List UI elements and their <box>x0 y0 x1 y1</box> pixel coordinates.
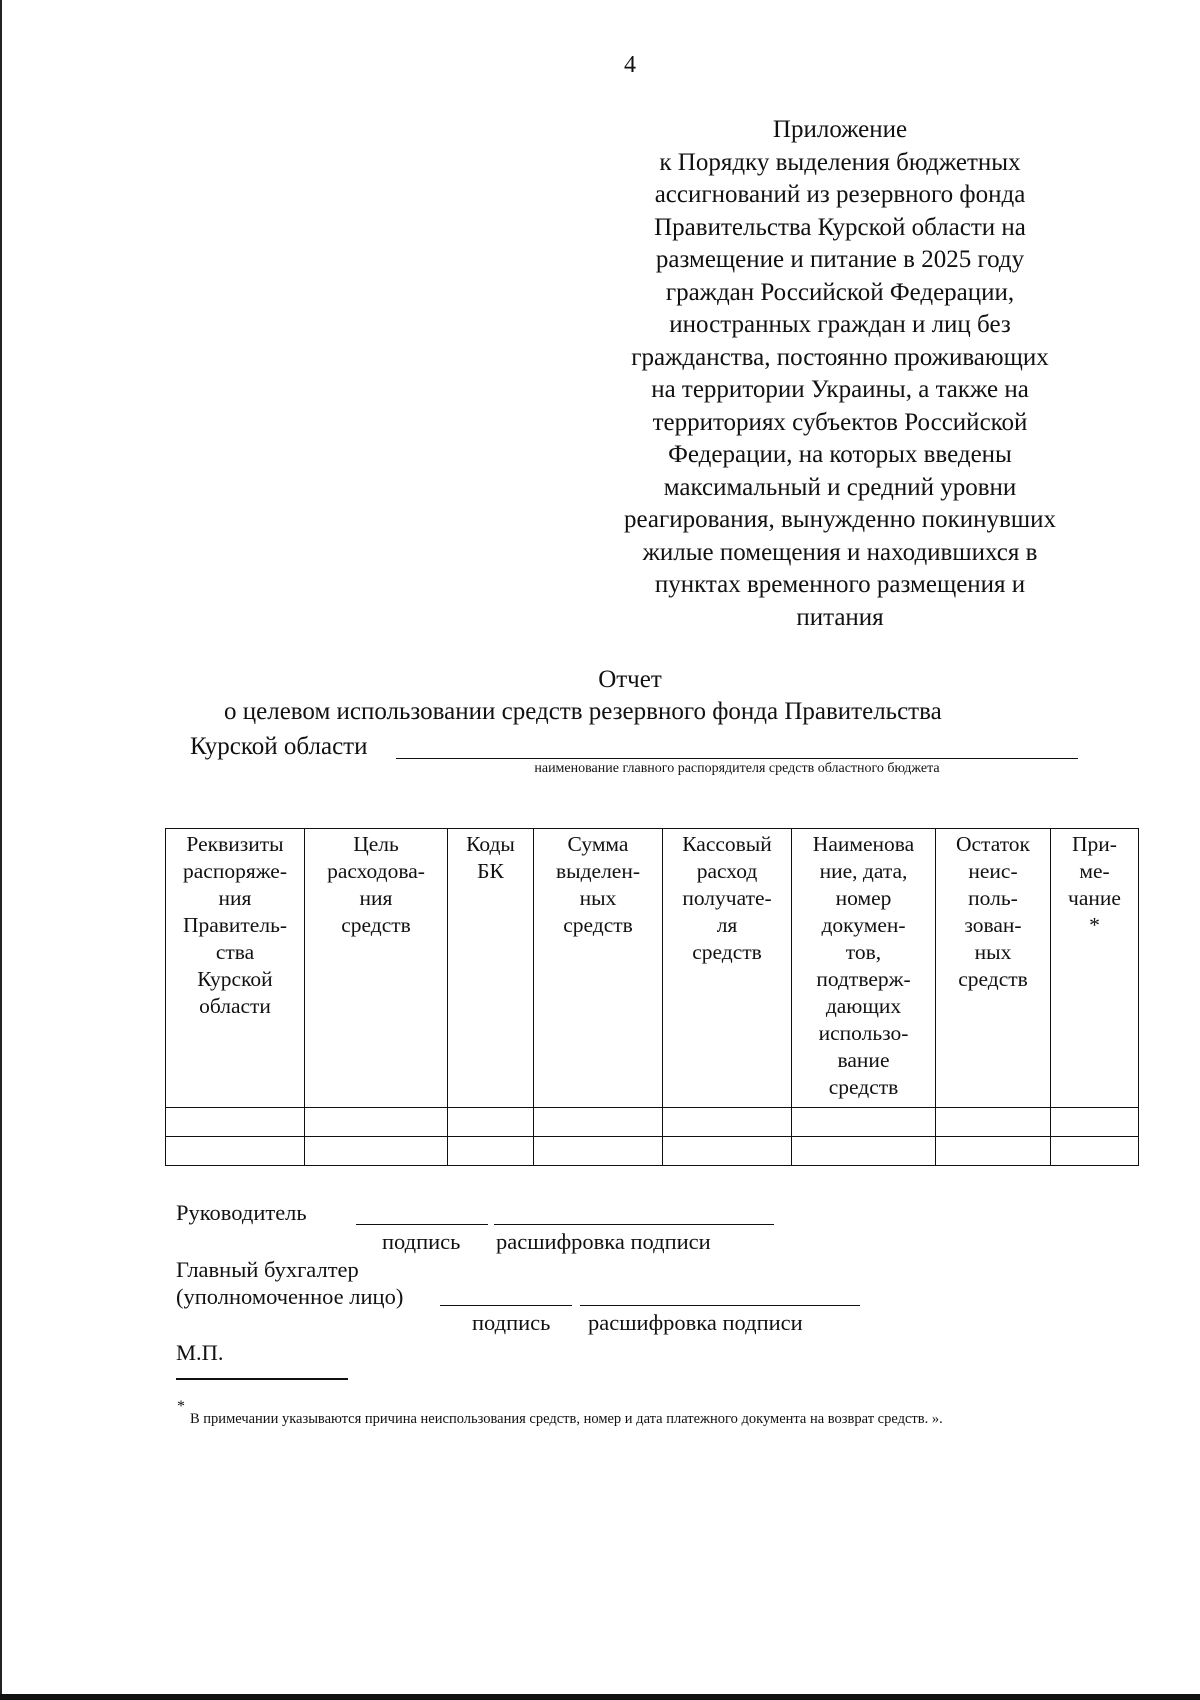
appendix-line: территориях субъектов Российской <box>652 408 1028 436</box>
appendix-line: пунктах временного размещения и <box>654 571 1026 598</box>
head-signature-caption: подпись <box>382 1229 461 1254</box>
accountant-decoding-caption: расшифровка подписи <box>588 1310 803 1335</box>
appendix-line: жилые помещения и находившихся в <box>642 538 1038 566</box>
accountant-decoding-line[interactable] <box>580 1305 860 1306</box>
appendix-line: Правительства Курской области на <box>654 213 1026 241</box>
header-unused-balance: Остаток неис- поль- зован- ных средств <box>936 829 1051 1108</box>
appendix-line: питания <box>796 603 884 631</box>
report-table <box>165 828 1139 1166</box>
head-decoding-caption: расшифровка подписи <box>496 1229 711 1254</box>
table-cell[interactable] <box>663 1108 792 1137</box>
accountant-signature-caption: подпись <box>472 1310 551 1335</box>
appendix-line: на территории Украины, а также на <box>651 376 1029 403</box>
appendix-line: размещение и питание в 2025 году <box>655 246 1025 273</box>
table-cell[interactable] <box>448 1108 534 1137</box>
appendix-line: Приложение <box>772 116 908 143</box>
appendix-line: иностранных граждан и лиц без <box>669 311 1011 338</box>
footnote-mark: * <box>177 1398 185 1415</box>
table-cell[interactable] <box>936 1108 1051 1137</box>
table-cell[interactable] <box>534 1108 663 1137</box>
header-cash-expense: Кассовый расход получате- ля средств <box>663 829 792 1108</box>
table-row <box>166 1108 1139 1137</box>
table-cell[interactable] <box>166 1137 305 1166</box>
table-cell[interactable] <box>448 1137 534 1166</box>
scan-bottom-edge <box>0 1694 1200 1700</box>
report-title: Отчет <box>598 666 662 693</box>
distributor-name-field[interactable] <box>396 758 1078 759</box>
appendix-line: ассигнований из резервного фонда <box>654 181 1026 208</box>
appendix-line: реагирования, вынужденно покинувших <box>624 506 1056 533</box>
table-row <box>166 1137 1139 1166</box>
report-subtitle: о целевом использовании средств резервного фонда Правительства <box>224 698 942 725</box>
appendix-line: максимальный и средний уровни <box>663 473 1017 501</box>
table-cell[interactable] <box>166 1108 305 1137</box>
head-label: Руководитель <box>176 1200 307 1225</box>
distributor-field-caption: наименование главного распорядителя средств областного бюджета <box>534 761 940 776</box>
table-cell[interactable] <box>305 1137 448 1166</box>
appendix-line: к Порядку выделения бюджетных <box>659 148 1021 176</box>
table-header-row <box>166 829 1139 1108</box>
appendix-line: Федерации, на которых введены <box>668 441 1012 468</box>
table-cell[interactable] <box>1051 1108 1139 1137</box>
header-documents: Наименова ние, дата, номер докумен- тов, подтверж- дающих использо- вание средств <box>792 829 936 1108</box>
header-note: При- ме- чание * <box>1051 829 1139 1108</box>
authorized-person-label: (уполномоченное лицо) <box>176 1284 404 1309</box>
header-requisites: Реквизиты распоряже- ния Правитель- ства Курской области <box>166 829 305 1108</box>
header-purpose: Цель расходова- ния средств <box>305 829 448 1108</box>
head-signature-line[interactable] <box>356 1224 488 1225</box>
appendix-line: гражданства, постоянно проживающих <box>631 343 1049 371</box>
stamp-label: М.П. <box>176 1340 224 1365</box>
table-cell[interactable] <box>792 1137 936 1166</box>
scan-left-edge <box>0 0 2 1700</box>
table-cell[interactable] <box>936 1137 1051 1166</box>
table-cell[interactable] <box>663 1137 792 1166</box>
head-decoding-line[interactable] <box>494 1224 774 1225</box>
accountant-signature-line[interactable] <box>440 1305 572 1306</box>
page-number: 4 <box>624 52 636 78</box>
table-cell[interactable] <box>534 1137 663 1166</box>
footnote-text: В примечании указываются причина неиспользования средств, номер и дата платежного документа на возврат средств. ». <box>190 1411 943 1427</box>
table-cell[interactable] <box>1051 1137 1139 1166</box>
chief-accountant-label: Главный бухгалтер <box>176 1257 359 1282</box>
appendix-header <box>590 114 1090 634</box>
report-region-label: Курской области <box>190 733 368 760</box>
appendix-line: граждан Российской Федерации, <box>665 278 1015 306</box>
header-allocated-amount: Сумма выделен- ных средств <box>534 829 663 1108</box>
table-cell[interactable] <box>792 1108 936 1137</box>
table-cell[interactable] <box>305 1108 448 1137</box>
footnote-separator <box>176 1378 348 1380</box>
header-bk-codes: Коды БК <box>448 829 534 1108</box>
